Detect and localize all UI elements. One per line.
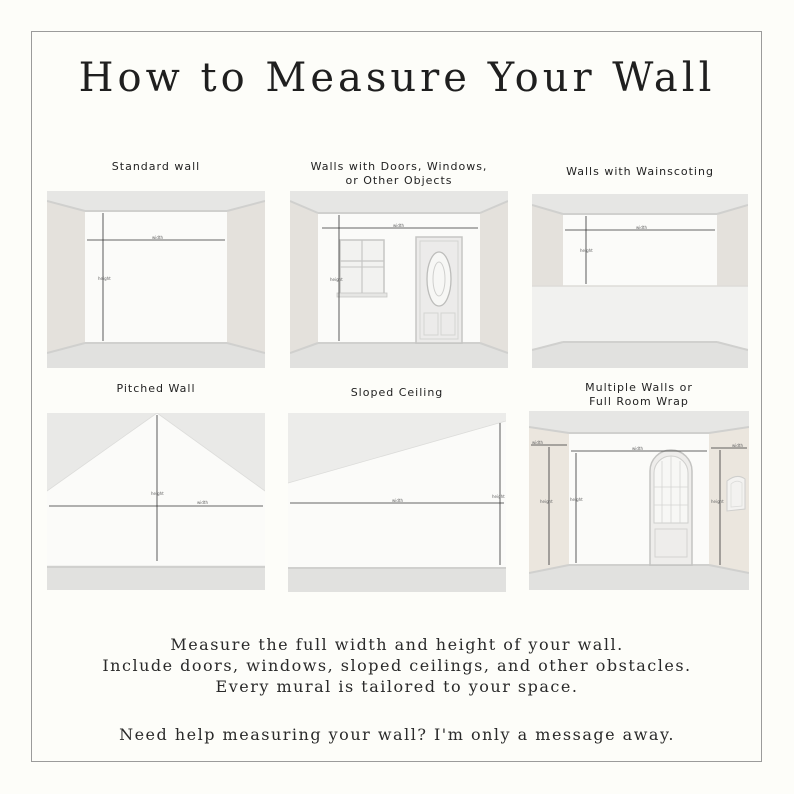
caption-sloped-ceiling: Sloped Ceiling (350, 386, 444, 399)
width-label: width (197, 500, 209, 505)
center-height-label: height (570, 497, 583, 502)
wainscoting-panel (532, 286, 748, 348)
height-label: height (330, 277, 343, 282)
width-label: width (392, 498, 404, 503)
pitched-wall-diagram (47, 413, 265, 590)
standard-wall-diagram (47, 191, 265, 368)
center-width-label: width (632, 446, 644, 451)
instruction-line-3: Every mural is tailored to your space. (215, 677, 579, 696)
width-label: width (393, 223, 405, 228)
width-label: width (636, 225, 648, 230)
instruction-line-1: Measure the full width and height of your wall. (170, 635, 624, 654)
right-height-label: height (711, 499, 724, 504)
help-text: Need help measuring your wall? I'm only a message away. (119, 725, 675, 744)
height-label: height (580, 248, 593, 253)
wainscoting-diagram (532, 194, 748, 368)
door-object (416, 237, 462, 343)
left-side-wall (47, 201, 85, 353)
caption-standard-wall: Standard wall (111, 160, 201, 173)
doors-windows-diagram (290, 191, 508, 368)
left-width-label: width (532, 440, 544, 445)
page-title: How to Measure Your Wall (78, 55, 716, 101)
caption-doors-windows: Walls with Doors, Windows, or Other Objects (310, 160, 488, 187)
arched-door-object (650, 450, 692, 565)
height-label: height (98, 276, 111, 281)
side-window-object (727, 476, 745, 511)
left-height-label: height (540, 499, 553, 504)
height-label: height (151, 491, 164, 496)
width-label: width (152, 235, 164, 240)
multiple-walls-diagram (529, 411, 749, 590)
caption-multiple-walls: Multiple Walls or Full Room Wrap (585, 381, 693, 408)
instruction-line-2: Include doors, windows, sloped ceilings, and other obstacles. (102, 656, 692, 675)
sloped-ceiling-diagram (288, 413, 506, 592)
instructions-block (0, 634, 794, 697)
right-side-wall (227, 201, 265, 353)
caption-pitched-wall: Pitched Wall (116, 382, 196, 395)
window-object (337, 240, 387, 297)
right-width-label: width (732, 443, 744, 448)
height-label: height (492, 494, 505, 499)
caption-wainscoting: Walls with Wainscoting (566, 165, 714, 178)
